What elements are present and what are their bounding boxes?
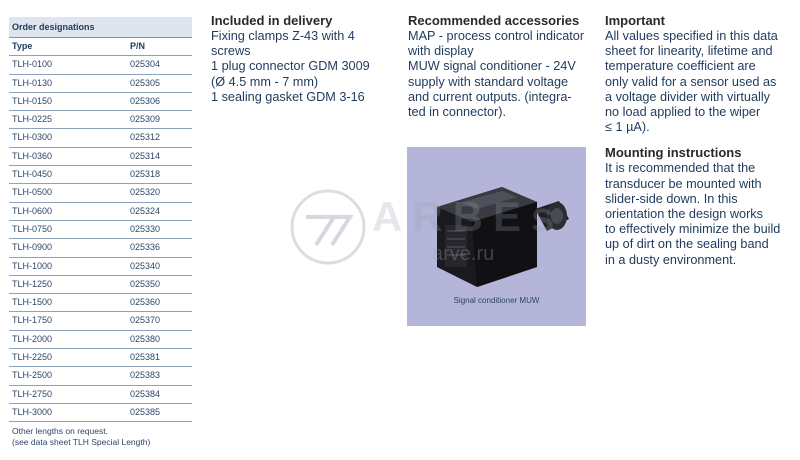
pn-cell: 025309 xyxy=(130,114,161,125)
delivery-text xyxy=(211,29,391,105)
pn-cell: 025324 xyxy=(130,205,161,216)
type-cell: TLH-0600 xyxy=(12,205,53,216)
watermark-logo-icon xyxy=(288,187,368,267)
important-line: no load applied to the wiper xyxy=(605,105,761,120)
mounting-line: It is recommended that the xyxy=(605,161,756,176)
important-line: sheet for linearity, lifetime and xyxy=(605,44,773,59)
pn-cell: 025318 xyxy=(130,169,161,180)
important-line: temperature coefficient are xyxy=(605,59,756,74)
pn-cell: 025305 xyxy=(130,77,161,88)
pn-cell: 025381 xyxy=(130,352,161,363)
important-section xyxy=(605,13,795,268)
pn-cell: 025380 xyxy=(130,333,161,344)
table-row xyxy=(9,349,192,367)
important-line: a voltage divider with virtually xyxy=(605,89,771,104)
delivery-line: (Ø 4.5 mm - 7 mm) xyxy=(211,74,319,89)
type-cell: TLH-0300 xyxy=(12,132,53,143)
accessories-line: MAP - process control indicator xyxy=(408,29,585,43)
table-row xyxy=(9,221,192,239)
table-row xyxy=(9,93,192,111)
type-cell: TLH-1750 xyxy=(12,315,53,326)
pn-cell: 025384 xyxy=(130,388,161,399)
type-cell: TLH-0360 xyxy=(12,150,53,161)
table-row xyxy=(9,258,192,276)
important-text xyxy=(605,29,795,135)
accessories-line: and current outputs. (integra- xyxy=(408,89,572,104)
delivery-line: screws xyxy=(211,44,251,59)
delivery-line: 1 sealing gasket GDM 3-16 xyxy=(211,89,365,104)
order-note-line-1: Other lengths on request. xyxy=(12,426,108,437)
table-row xyxy=(9,129,192,147)
pn-cell: 025312 xyxy=(130,132,161,143)
table-row xyxy=(9,367,192,385)
type-cell: TLH-2000 xyxy=(12,333,53,344)
pn-cell: 025360 xyxy=(130,297,161,308)
type-cell: TLH-1500 xyxy=(12,297,53,308)
type-cell: TLH-1000 xyxy=(12,260,53,271)
table-row xyxy=(9,312,192,330)
table-row xyxy=(9,276,192,294)
watermark-brand: ARBEs xyxy=(372,193,565,240)
important-line: All values specified in this data xyxy=(605,29,778,43)
table-row xyxy=(9,75,192,93)
pn-cell: 025350 xyxy=(130,278,161,289)
type-cell: TLH-0150 xyxy=(12,95,53,106)
order-table-header-row xyxy=(9,38,192,56)
mounting-line: transducer be mounted with xyxy=(605,176,762,191)
accessories-line: supply with standard voltage xyxy=(408,74,569,89)
type-cell: TLH-0130 xyxy=(12,77,53,88)
table-row xyxy=(9,404,192,422)
delivery-line: Fixing clamps Z-43 with 4 xyxy=(211,29,355,43)
mounting-line: to effectively minimize the build xyxy=(605,222,781,237)
pn-cell: 025306 xyxy=(130,95,161,106)
pn-cell: 025370 xyxy=(130,315,161,326)
pn-cell: 025314 xyxy=(130,150,161,161)
pn-cell: 025320 xyxy=(130,187,161,198)
type-cell: TLH-2750 xyxy=(12,388,53,399)
table-row xyxy=(9,111,192,129)
mounting-line: orientation the design works xyxy=(605,207,763,222)
pn-cell: 025385 xyxy=(130,406,161,417)
table-row xyxy=(9,294,192,312)
accessories-line: ted in connector). xyxy=(408,105,507,120)
accessories-text xyxy=(408,29,593,120)
type-cell: TLH-2250 xyxy=(12,352,53,363)
delivery-line: 1 plug connector GDM 3009 xyxy=(211,59,370,74)
type-cell: TLH-3000 xyxy=(12,406,53,417)
image-caption: Signal conditioner MUW xyxy=(453,296,540,305)
watermark-site: arve.ru xyxy=(432,243,495,265)
accessories-line: with display xyxy=(408,44,474,59)
table-row xyxy=(9,239,192,257)
type-cell: TLH-0225 xyxy=(12,114,53,125)
important-line: ≤ 1 µA). xyxy=(605,120,650,135)
important-title: Important xyxy=(605,13,665,28)
pn-cell: 025336 xyxy=(130,242,161,253)
order-note-line-2: (see data sheet TLH Special Length) xyxy=(12,437,151,448)
mounting-title: Mounting instructions xyxy=(605,145,742,161)
col-type-header: Type xyxy=(12,41,33,51)
accessories-section xyxy=(408,13,593,120)
order-table-body xyxy=(9,56,192,422)
col-pn-header: P/N xyxy=(130,41,146,51)
signal-conditioner-image xyxy=(407,147,586,326)
type-cell: TLH-1250 xyxy=(12,278,53,289)
mounting-line: in a dusty environment. xyxy=(605,252,737,267)
mounting-line: slider-side down. In this xyxy=(605,191,738,206)
type-cell: TLH-0500 xyxy=(12,187,53,198)
table-row xyxy=(9,148,192,166)
order-note xyxy=(9,426,192,448)
mounting-text xyxy=(605,161,795,267)
type-cell: TLH-0450 xyxy=(12,169,53,180)
order-table-title: Order designations xyxy=(9,17,192,38)
delivery-section xyxy=(211,13,391,105)
delivery-title: Included in delivery xyxy=(211,13,333,28)
type-cell: TLH-0100 xyxy=(12,59,53,70)
type-cell: TLH-0900 xyxy=(12,242,53,253)
mounting-line: up of dirt on the sealing band xyxy=(605,237,769,252)
accessories-title: Recommended accessories xyxy=(408,13,580,28)
important-line: only valid for a sensor used as xyxy=(605,74,777,89)
table-row xyxy=(9,203,192,221)
type-cell: TLH-0750 xyxy=(12,223,53,234)
pn-cell: 025330 xyxy=(130,223,161,234)
table-row xyxy=(9,331,192,349)
table-row xyxy=(9,386,192,404)
order-designations-table xyxy=(9,17,192,448)
table-row xyxy=(9,56,192,74)
pn-cell: 025340 xyxy=(130,260,161,271)
pn-cell: 025304 xyxy=(130,59,161,70)
accessories-line: MUW signal conditioner - 24V xyxy=(408,59,576,74)
table-row xyxy=(9,184,192,202)
table-row xyxy=(9,166,192,184)
pn-cell: 025383 xyxy=(130,370,161,381)
type-cell: TLH-2500 xyxy=(12,370,53,381)
